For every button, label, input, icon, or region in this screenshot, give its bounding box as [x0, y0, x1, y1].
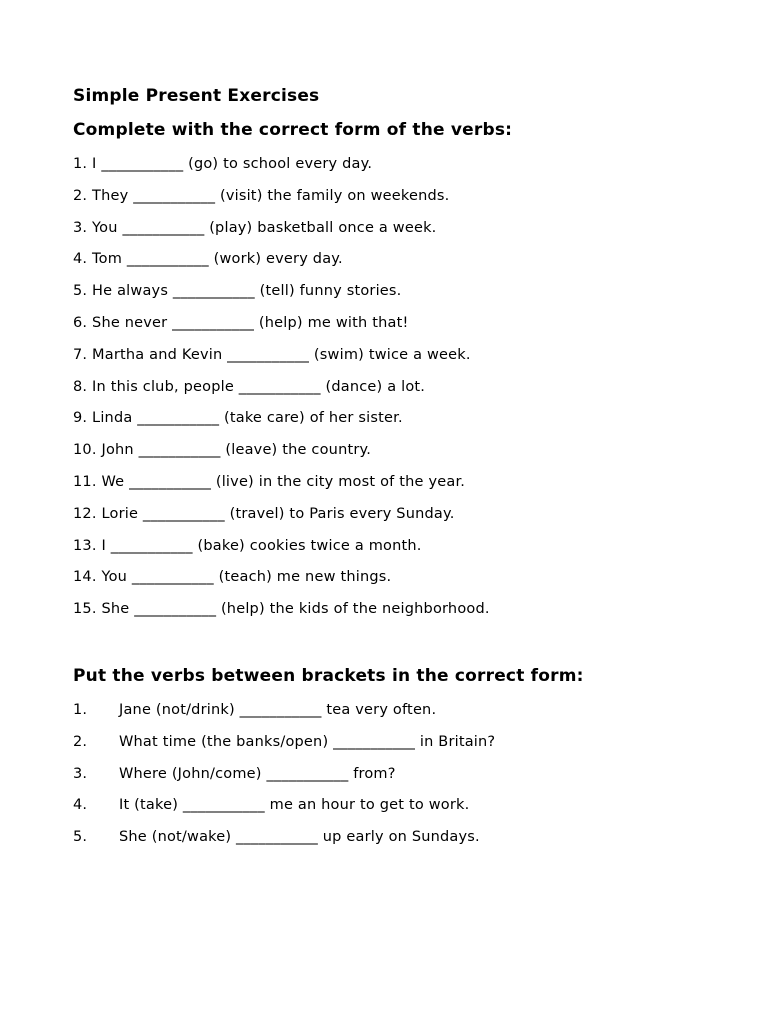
item-number: 5. — [73, 829, 88, 846]
section-2-heading: Put the verbs between brackets in the correct form: — [73, 666, 584, 686]
item-text: Where (John/come) ___________ from? — [119, 765, 396, 782]
item-text: What time (the banks/open) ___________ in Britain? — [119, 733, 496, 750]
section-1-heading: Complete with the correct form of the verbs: — [73, 120, 513, 140]
exercise-item — [73, 795, 495, 827]
exercise-item — [73, 700, 495, 732]
item-text: It (take) ___________ me an hour to get to work. — [119, 797, 470, 814]
exercise-item: 8. In this club, people ___________ (dance) a lot. — [73, 378, 426, 395]
exercise-item: 12. Lorie ___________ (travel) to Paris every Sunday. — [73, 505, 455, 522]
item-text: Jane (not/drink) ___________ tea very often. — [119, 702, 437, 718]
exercise-item — [73, 732, 495, 764]
exercise-item: 14. You ___________ (teach) me new things. — [73, 569, 392, 586]
exercise-item: 13. I ___________ (bake) cookies twice a month. — [73, 537, 422, 554]
exercise-item — [73, 764, 495, 796]
item-number: 4. — [73, 797, 88, 814]
exercise-item: 7. Martha and Kevin ___________ (swim) twice a week. — [73, 346, 471, 363]
exercise-item: 1. I ___________ (go) to school every day. — [73, 156, 373, 172]
item-number: 1. — [73, 702, 88, 718]
exercise-list-2 — [73, 700, 495, 859]
exercise-item: 5. He always ___________ (tell) funny stories. — [73, 283, 402, 300]
exercise-item: 3. You ___________ (play) basketball once a week. — [73, 219, 437, 236]
page-title: Simple Present Exercises — [73, 86, 320, 106]
item-text: She (not/wake) ___________ up early on Sundays. — [119, 829, 480, 846]
exercise-item — [73, 827, 495, 859]
item-number: 3. — [73, 765, 88, 782]
exercise-list-1 — [73, 154, 490, 631]
exercise-item: 2. They ___________ (visit) the family on weekends. — [73, 187, 450, 204]
exercise-item: 9. Linda ___________ (take care) of her sister. — [73, 410, 403, 427]
exercise-item: 6. She never ___________ (help) me with that! — [73, 314, 409, 331]
exercise-item: 15. She ___________ (help) the kids of the neighborhood. — [73, 601, 490, 618]
exercise-item: 11. We ___________ (live) in the city most of the year. — [73, 473, 466, 490]
exercise-item: 10. John ___________ (leave) the country. — [73, 442, 372, 459]
item-number: 2. — [73, 733, 88, 750]
exercise-item: 4. Tom ___________ (work) every day. — [73, 251, 343, 268]
